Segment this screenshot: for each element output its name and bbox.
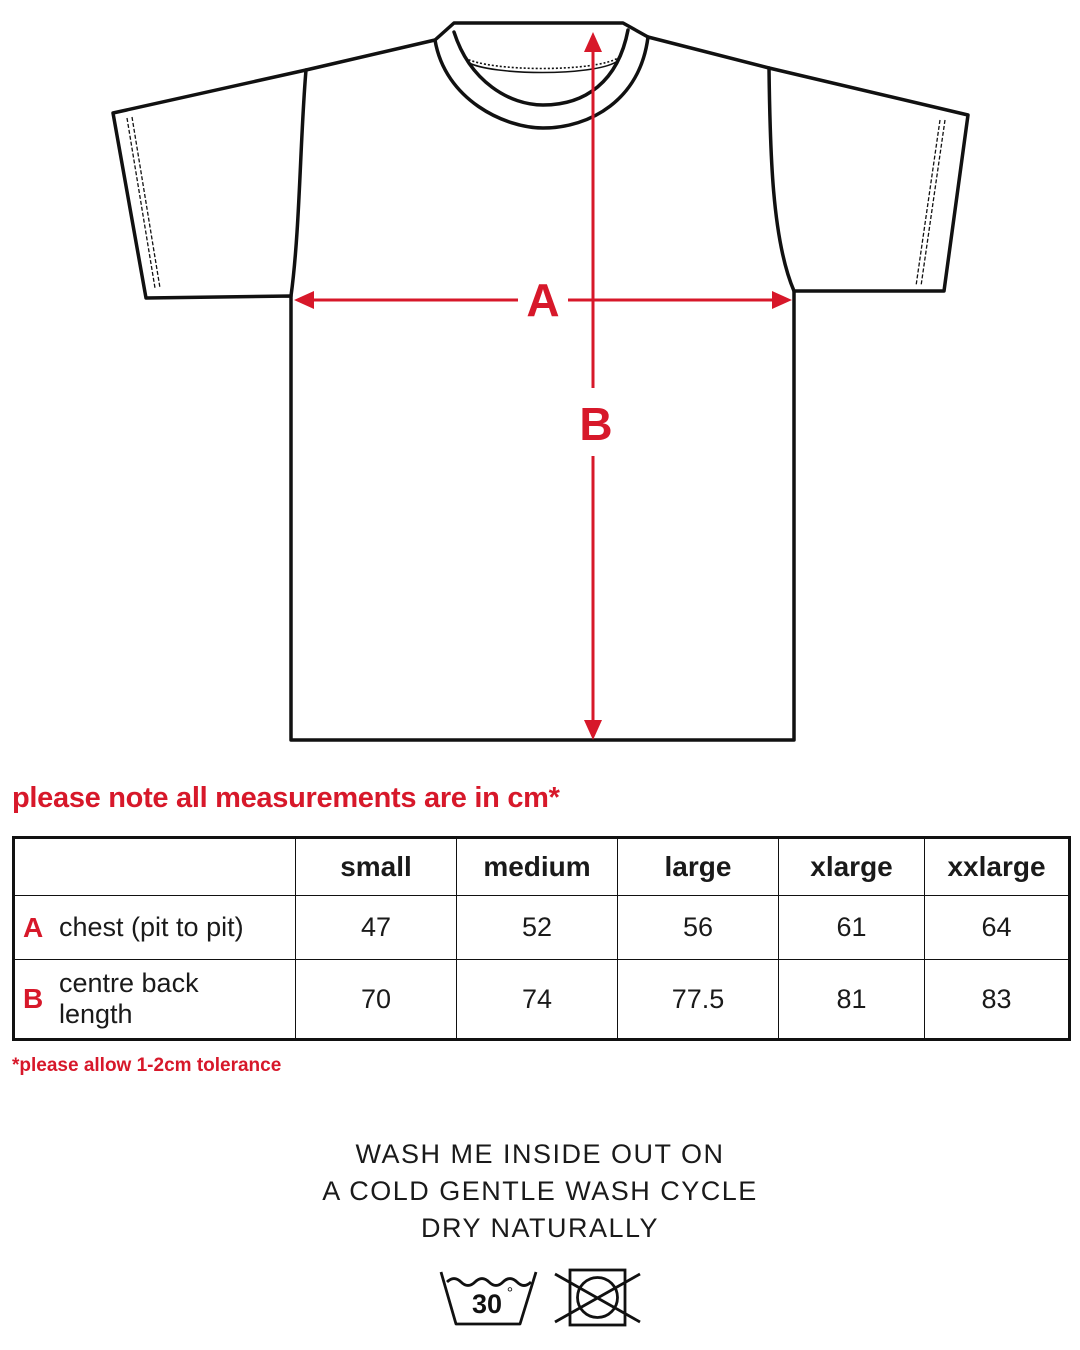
- wash-degree: °: [506, 1285, 514, 1302]
- label-b: B: [579, 398, 613, 450]
- header-empty: [14, 838, 296, 896]
- table-cell: 64: [925, 896, 1070, 960]
- size-table: [12, 836, 1071, 1041]
- table-row: [14, 896, 1070, 960]
- table-cell: 81: [779, 960, 925, 1040]
- header-xlarge: xlarge: [779, 838, 925, 896]
- care-line-2: A COLD GENTLE WASH CYCLE: [322, 1176, 758, 1206]
- header-xxlarge: xxlarge: [925, 838, 1070, 896]
- header-small: small: [296, 838, 457, 896]
- row-letter-a: A: [23, 911, 44, 943]
- table-cell: 83: [925, 960, 1070, 1040]
- wash-temp: 30: [471, 1289, 503, 1319]
- table-cell: 74: [457, 960, 618, 1040]
- header-medium: medium: [457, 838, 618, 896]
- table-cell: 77.5: [618, 960, 779, 1040]
- row-label-cell: [14, 896, 296, 960]
- table-row: [14, 960, 1070, 1040]
- measurements-note: please note all measurements are in cm*: [12, 782, 560, 814]
- tshirt-outline: [113, 23, 968, 740]
- table-cell: 52: [457, 896, 618, 960]
- table-cell: 70: [296, 960, 457, 1040]
- row-letter-b: B: [23, 983, 44, 1014]
- table-cell: 56: [618, 896, 779, 960]
- table-cell: 61: [779, 896, 925, 960]
- care-line-1: WASH ME INSIDE OUT ON: [355, 1139, 725, 1169]
- tolerance-note: *please allow 1-2cm tolerance: [12, 1055, 282, 1076]
- care-line-3: DRY NATURALLY: [420, 1213, 660, 1243]
- sleeve-stitching: [127, 117, 945, 288]
- row-label-length-line1: centre back: [59, 968, 199, 998]
- label-a: A: [526, 274, 560, 326]
- table-header-row: [14, 838, 1070, 896]
- row-label-length-line2: length: [59, 999, 133, 1029]
- length-arrow: [584, 32, 602, 740]
- header-large: large: [618, 838, 779, 896]
- care-icons: [0, 1262, 1080, 1332]
- row-label-cell: [14, 960, 296, 1040]
- table-cell: 47: [296, 896, 457, 960]
- collar-stitching: [465, 58, 618, 73]
- row-label-chest: chest (pit to pit): [59, 912, 244, 942]
- do-not-tumble-dry-icon: [555, 1270, 640, 1325]
